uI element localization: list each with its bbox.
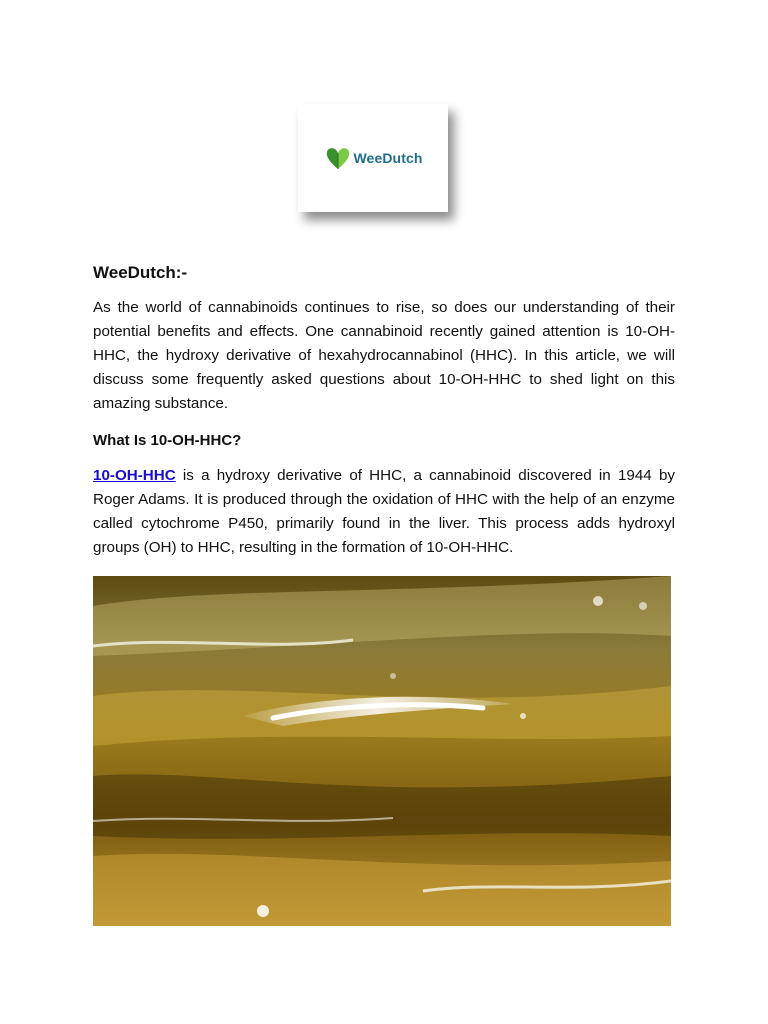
logo-card <box>298 104 448 212</box>
golden-oil-photo <box>93 576 671 926</box>
logo <box>324 144 423 172</box>
article <box>93 262 675 570</box>
article-title: WeeDutch:- <box>93 263 188 282</box>
section-heading: What Is 10-OH-HHC? <box>93 432 242 449</box>
oil-photo-graphic <box>93 576 671 926</box>
section-paragraph <box>93 464 675 560</box>
intro-paragraph: As the world of cannabinoids continues to rise, so does our understanding of their potential benefits and effects. One cannabinoid recently gained attention is 10-OH-HHC, the hydroxy derivative of hexahydrocannabinol (HHC). In this article, we will discuss some frequently asked questions about 10-OH-HHC to shed light on this amazing substance. <box>93 299 675 412</box>
hhc-link[interactable]: 10-OH-HHC <box>93 467 176 484</box>
heart-leaf-icon <box>324 144 352 172</box>
brand-name: WeeDutch <box>353 150 423 166</box>
section-body-text: is a hydroxy derivative of HHC, a cannabinoid discovered in 1944 by Roger Adams. It is produced through the oxidation of HHC with the help of an enzyme called cytochrome P450, primarily found in the liver. This process adds hydroxyl groups (OH) to HHC, resulting in the formation of 10-OH-HHC. <box>93 467 675 556</box>
